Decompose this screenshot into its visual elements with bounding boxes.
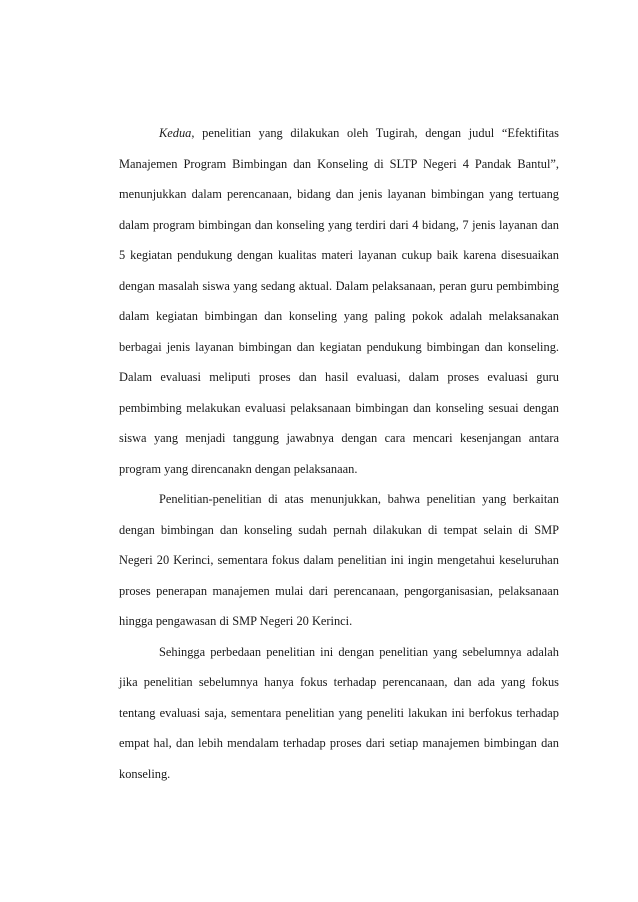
paragraph-3-text: Sehingga perbedaan penelitian ini dengan penelitian yang sebelumnya adalah jika penelitian sebelumnya hanya fokus terhadap perencanaan, dan ada yang fokus tentang evaluasi saja, sementara penelitian yang peneliti lakukan ini berfokus terhadap empat hal, dan lebih mendalam terhadap proses dari setiap manajemen bimbingan dan konseling.	[119, 644, 559, 781]
paragraph-1	[119, 118, 559, 484]
paragraph-2-text: Penelitian-penelitian di atas menunjukkan, bahwa penelitian yang berkaitan dengan bimbingan dan konseling sudah pernah dilakukan di tempat selain di SMP Negeri 20 Kerinci, sementara fokus dalam penelitian ini ingin mengetahui keseluruhan proses penerapan manajemen mulai dari perencanaan, pengorganisasian, pelaksanaan hingga pengawasan di SMP Negeri 20 Kerinci.	[119, 492, 559, 628]
paragraph-2	[119, 484, 559, 637]
paragraph-3	[119, 637, 559, 790]
paragraph-1-lead-italic: Kedua	[159, 126, 192, 140]
body-text	[119, 118, 559, 789]
paragraph-1-text: , penelitian yang dilakukan oleh Tugirah, dengan judul “Efektifitas Manajemen Program Bimbingan dan Konseling di SLTP Negeri 4 Pandak Bantul”, menunjukkan dalam perencanaan, bidang dan jenis layanan bimbingan yang tertuang dalam program bimbingan dan konseling yang terdiri dari 4 bidang, 7 jenis layanan dan 5 kegiatan pendukung dengan kualitas materi layanan cukup baik karena disesuaikan dengan masalah siswa yang sedang aktual. Dalam pelaksanaan, peran guru pembimbing dalam kegiatan bimbingan dan konseling yang paling pokok adalah melaksanakan berbagai jenis layanan bimbingan dan kegiatan pendukung bimbingan dan konseling. Dalam evaluasi meliputi proses dan hasil evaluasi, dalam proses evaluasi guru pembimbing melakukan evaluasi pelaksanaan bimbingan dan konseling sesuai dengan siswa yang menjadi tanggung jawabnya dengan cara mencari kesenjangan antara program yang direncanakn dengan pelaksanaan.	[119, 126, 559, 476]
